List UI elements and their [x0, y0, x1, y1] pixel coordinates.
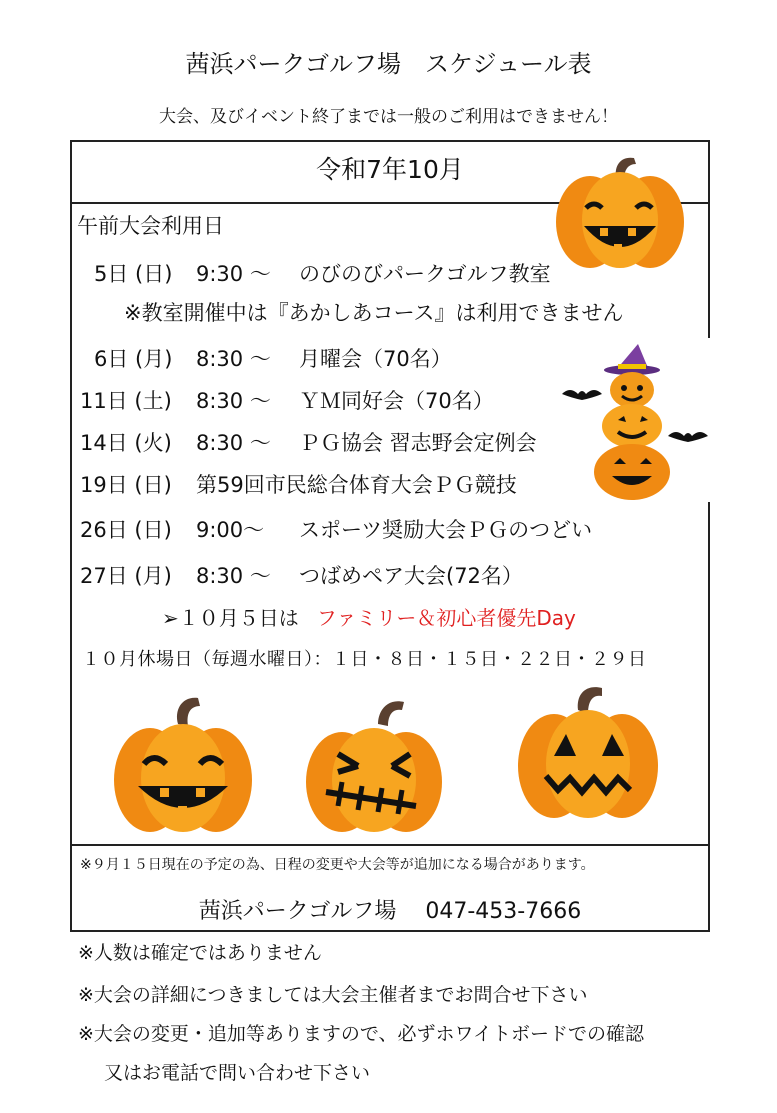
footer-note: ※人数は確定ではありません: [78, 942, 322, 964]
page-title: 茜浜パークゴルフ場 スケジュール表: [185, 50, 592, 78]
row-event: ＰＧ協会 習志野会定例会: [299, 431, 537, 455]
footer-note: 又はお電話で問い合わせ下さい: [104, 1062, 371, 1084]
row-time: 9:30 ～: [196, 262, 271, 286]
row-event: のびのびパークゴルフ教室: [299, 262, 551, 286]
contact-line: 茜浜パークゴルフ場 047-453-7666: [198, 899, 582, 924]
pumpkin-tower-icon: [556, 338, 710, 502]
row-time: 8:30 ～: [196, 389, 271, 413]
month-title: 令和7年10月: [72, 142, 708, 204]
general-use-notice: 大会、及びイベント終了までは一般のご利用はできません！: [159, 107, 618, 127]
pumpkin-icon: [108, 690, 258, 840]
row-date: 27日 (月): [80, 564, 172, 588]
divider: [72, 844, 708, 846]
row-time: 8:30 ～: [196, 564, 271, 588]
row-event: つばめペア大会(72名）: [299, 564, 523, 588]
row-event: 第59回市民総合体育大会ＰＧ競技: [196, 473, 517, 497]
row-date: 26日 (日): [80, 518, 172, 542]
pumpkin-icon: [550, 150, 690, 275]
classroom-note: ※教室開催中は『あかしあコース』は利用できません: [124, 301, 624, 325]
row-event: スポーツ奨励大会ＰＧのつどい: [299, 518, 593, 542]
section-label: 午前大会利用日: [77, 214, 224, 238]
row-event: ＹＭ同好会（70名）: [299, 389, 494, 413]
pumpkin-icon: [512, 680, 664, 830]
row-date: 6日 (月): [94, 347, 173, 371]
footer-note: ※大会の変更・追加等ありますので、必ずホワイトボードでの確認: [78, 1023, 644, 1045]
closed-days: １０月休場日（毎週水曜日）：１日・８日・１５日・２２日・２９日: [82, 649, 647, 670]
pumpkin-icon: [298, 690, 448, 840]
family-day-highlight: ファミリー＆初心者優先Day: [316, 606, 576, 630]
footer-note: ※大会の詳細につきましては大会主催者までお問合せ下さい: [78, 984, 588, 1006]
row-date: 19日 (日): [80, 473, 172, 497]
as-of-note: ※９月１５日現在の予定の為、日程の変更や大会等が追加になる場合があります。: [80, 857, 595, 873]
row-time: 8:30 ～: [196, 347, 271, 371]
row-time: 8:30 ～: [196, 431, 271, 455]
family-day-prefix: ➢１０月５日は: [162, 606, 299, 630]
row-time: 9:00～: [196, 518, 265, 542]
row-event: 月曜会（70名）: [299, 347, 452, 371]
row-date: 14日 (火): [80, 431, 172, 455]
family-day-line: [162, 602, 576, 631]
row-date: 5日 (日): [94, 262, 173, 286]
row-date: 11日 (土): [80, 389, 172, 413]
